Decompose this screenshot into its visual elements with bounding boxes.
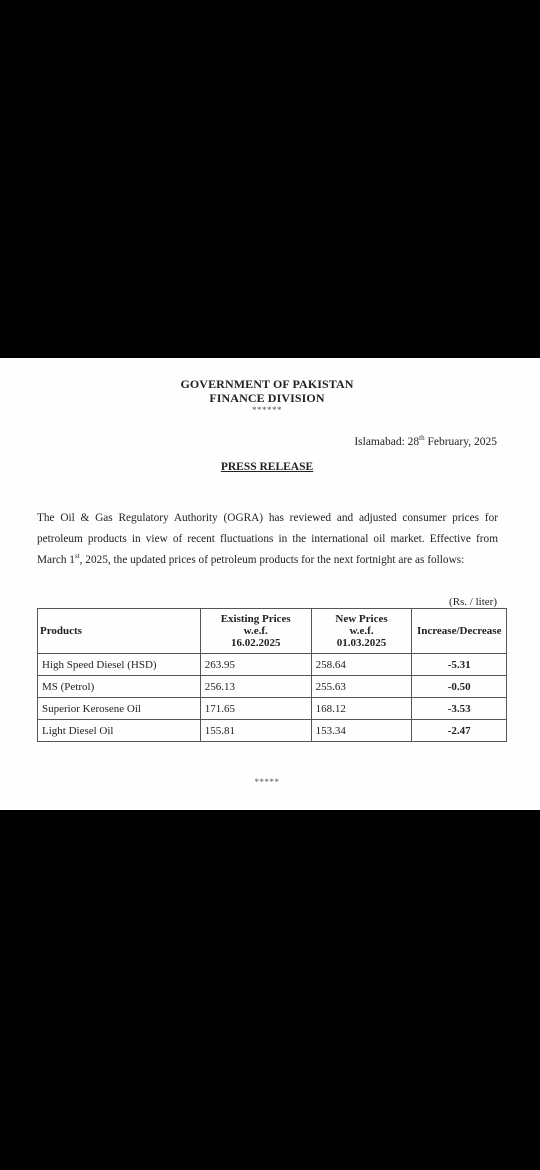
- table-row: [38, 654, 507, 676]
- dateline-place: Islamabad: 28: [354, 435, 420, 448]
- row-change: -3.53: [412, 698, 507, 720]
- price-table: [37, 608, 507, 742]
- row-product: High Speed Diesel (HSD): [38, 654, 201, 676]
- footer-stars: *****: [254, 777, 280, 787]
- division-heading: FINANCE DIVISION: [209, 391, 325, 405]
- dateline: [354, 434, 497, 448]
- paragraph-part2: , 2025, the updated prices of petroleum products for the next fortnight are as follows:: [79, 554, 465, 566]
- row-new-price: 258.64: [311, 654, 412, 676]
- row-product: Light Diesel Oil: [38, 720, 201, 742]
- row-change: -2.47: [412, 720, 507, 742]
- row-change: -5.31: [412, 654, 507, 676]
- row-new-price: 168.12: [311, 698, 412, 720]
- header-change: Increase/Decrease: [412, 609, 507, 654]
- row-new-price: 153.34: [311, 720, 412, 742]
- unit-note: (Rs. / liter): [449, 596, 497, 608]
- row-new-price: 255.63: [311, 676, 412, 698]
- row-existing-price: 155.81: [200, 720, 311, 742]
- table-header-row: [38, 609, 507, 654]
- press-release-document: [0, 358, 540, 810]
- table-row: [38, 698, 507, 720]
- header-stars: ******: [252, 405, 282, 415]
- header-existing-line3: 16.02.2025: [230, 637, 281, 649]
- row-change: -0.50: [412, 676, 507, 698]
- header-new-prices: [311, 609, 412, 654]
- header-existing-line2: w.e.f.: [243, 625, 268, 637]
- paragraph-part1: The Oil & Gas Regulatory Authority (OGRA) has reviewed and adjusted consumer prices for petroleum products in view of recent fluctuations in the international oil market. Effective from March 1: [37, 512, 498, 566]
- table-row: [38, 676, 507, 698]
- row-existing-price: 256.13: [200, 676, 311, 698]
- row-existing-price: 263.95: [200, 654, 311, 676]
- dateline-rest: February, 2025: [424, 435, 497, 448]
- row-product: MS (Petrol): [38, 676, 201, 698]
- paragraph-ordinal: st: [74, 552, 80, 561]
- header-new-line3: 01.03.2025: [336, 637, 387, 649]
- row-existing-price: 171.65: [200, 698, 311, 720]
- row-product: Superior Kerosene Oil: [38, 698, 201, 720]
- header-products: Products: [38, 609, 201, 654]
- header-new-line2: w.e.f.: [349, 625, 374, 637]
- table-row: [38, 720, 507, 742]
- header-existing-prices: [200, 609, 311, 654]
- press-release-title: PRESS RELEASE: [220, 461, 314, 473]
- government-heading: GOVERNMENT OF PAKISTAN: [180, 377, 354, 391]
- header-new-line1: New Prices: [335, 613, 388, 625]
- header-existing-line1: Existing Prices: [220, 613, 291, 625]
- body-paragraph: [37, 508, 498, 571]
- dateline-ordinal: th: [419, 434, 425, 442]
